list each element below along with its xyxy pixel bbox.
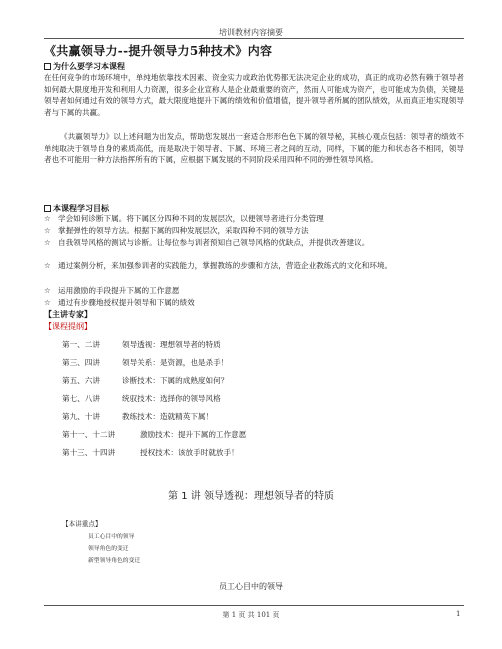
keypoint-item: 员工心目中的领导 <box>88 534 135 540</box>
checkbox-square-icon <box>44 63 51 70</box>
footer-page-number: 1 <box>456 610 461 618</box>
lecture-item: 第九、十讲 教练技术：造就精英下属！ <box>62 412 214 421</box>
footer-page-count: 第 1 页 共 101 页 <box>222 611 280 619</box>
star-icon: ☆ <box>44 214 51 223</box>
star-icon: ☆ <box>44 238 51 247</box>
why-paragraph-2: 《共赢领导力》以上述问题为出发点，帮助您发展出一套适合形形色色下属的领导秘，其核心观点包括：领导者的绩效不单纯取决于领导自身的素质高低，而是取决于领导者、下属、环境三者之间的互动，同样，下属的能力和状态各不相同，领导者也不可能用一种方法指挥所有的下属，应根据下属发展的不同阶段采用四种不同的弹性领导风格。 <box>44 132 464 164</box>
section-why-label: 为什么要学习本课程 <box>53 61 125 71</box>
keypoint-item: 领导角色的变迁 <box>88 546 129 552</box>
lecture-item: 第七、八讲 统驭技术：选择你的领导风格 <box>62 394 221 403</box>
document-title: 《共赢领导力--提升领导力5种技术》内容 <box>44 44 273 58</box>
star-icon: ☆ <box>44 286 51 295</box>
objective-item: ☆ 运用激励的手段提升下属的工作意愿 <box>44 286 180 295</box>
lecture-item: 第三、四讲 领导关系：是资源，也是杀手！ <box>62 358 229 367</box>
star-icon: ☆ <box>44 298 51 307</box>
lecture-item: 第五、六讲 诊断技术：下属的成熟度如何？ <box>62 376 229 385</box>
running-header: 培训教材内容摘要 <box>219 28 283 37</box>
lecture-item: 第十一、十二讲 激励技术：提升下属的工作意愿 <box>62 430 247 439</box>
header-rule <box>44 38 464 39</box>
why-paragraph-1: 在任何竞争的市场环境中，单纯地依靠技术因素、资金实力或政治优势都无法决定企业的成功，真正的成功必然有赖于领导者如何最大限度地开发和利用人力资源，很多企业宣称人是企业最重要的资产，然而人可能成为资产，也可能成为负债，关键是领导者如何通过有效的领导方式，最大限度地提升下属的绩效和价值增值，提升领导者所属的团队绩效，从而真正地实现领导者与下属的共赢。 <box>44 73 464 117</box>
outline-label: 【课程提纲】 <box>44 322 92 331</box>
objective-item: ☆ 掌握弹性的领导方法。根据下属的四种发展层次，采取四种不同的领导方法 <box>44 226 309 235</box>
section-why-heading <box>44 61 125 72</box>
objective-item: ☆ 通过案例分析，来加强参训者的实践能力，掌握教练的步骤和方法，营造企业教练式的文化和环境。 <box>44 261 393 270</box>
footer-rule <box>44 605 464 606</box>
keypoints-label: 【本讲重点】 <box>62 520 102 528</box>
star-icon: ☆ <box>44 261 51 270</box>
section-objectives-label: 本课程学习目标 <box>53 203 109 213</box>
lecture-item: 第一、二讲 领导透视：理想领导者的特质 <box>62 340 221 349</box>
checkbox-square-icon <box>44 205 51 212</box>
expert-label: 【主讲专家】 <box>44 309 92 319</box>
star-icon: ☆ <box>44 226 51 235</box>
chapter-heading: 第 1 讲 领导透视：理想领导者的特质 <box>168 491 334 502</box>
objective-item: ☆ 自我领导风格的测试与诊断。让每位参与训者预知自己领导风格的优缺点，并提供改善建议。 <box>44 238 370 247</box>
objective-item: ☆ 学会如何诊断下属。将下属区分四种不同的发展层次，以便领导者进行分类管理 <box>44 214 324 223</box>
objective-item: ☆ 通过有步骤地授权提升领导和下属的绩效 <box>44 298 195 307</box>
keypoint-item: 新型领导角色的变迁 <box>88 558 141 564</box>
lecture-item: 第十三、十四讲 授权技术：该放手时就放手！ <box>62 448 239 457</box>
section-subheading: 员工心目中的领导 <box>219 582 283 591</box>
